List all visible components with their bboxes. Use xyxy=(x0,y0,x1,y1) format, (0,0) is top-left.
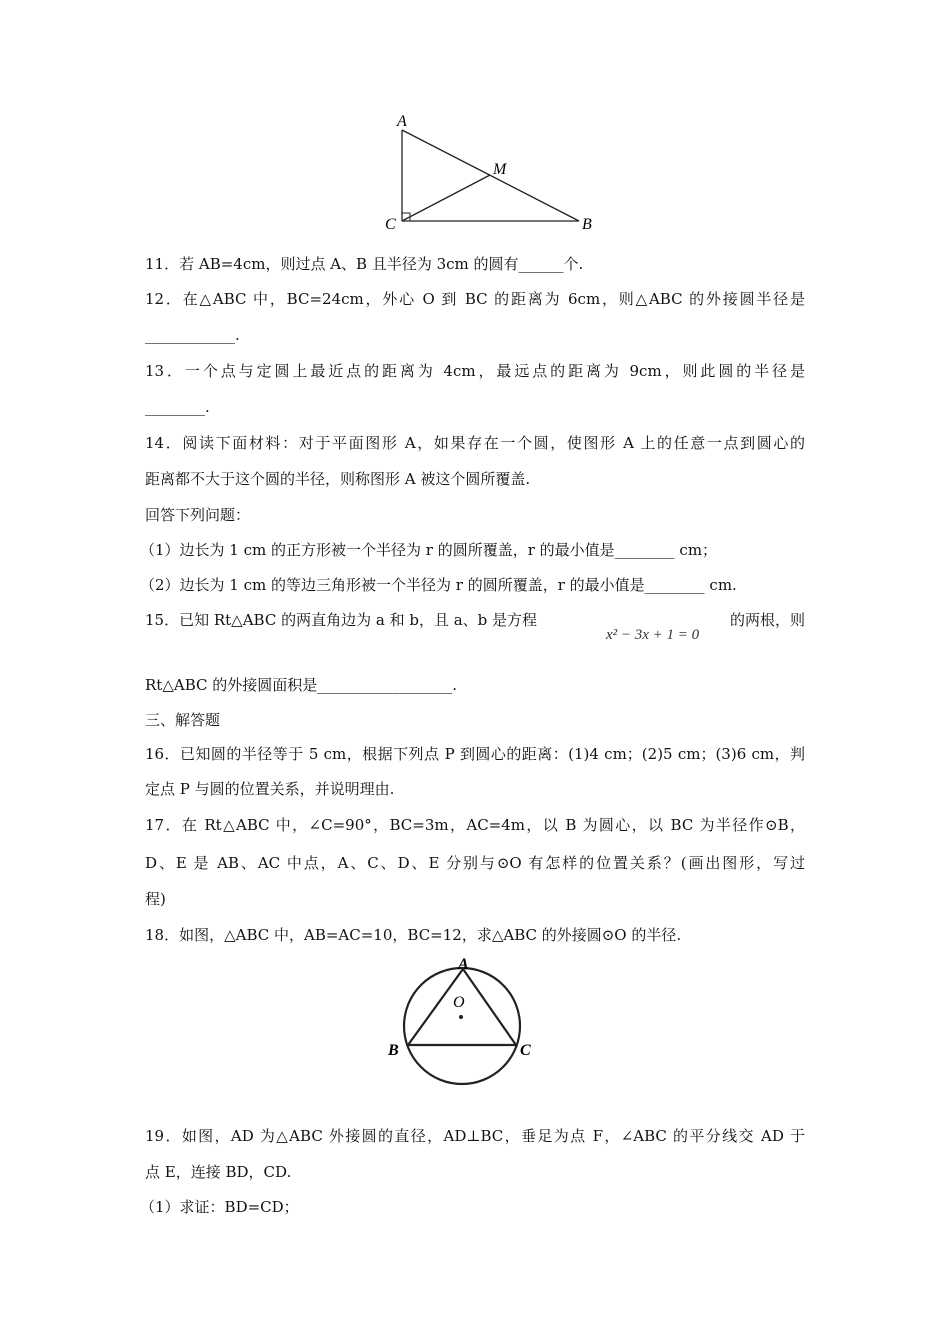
question-17-line3: 程) xyxy=(145,890,166,908)
question-15-tail: 的两根，则 xyxy=(729,611,805,629)
question-13-line1: 13．一个点与定圆上最近点的距离为 4cm，最远点的距离为 9cm，则此圆的半径是 xyxy=(145,362,805,380)
label-m: M xyxy=(493,161,507,178)
center-point xyxy=(459,1015,463,1019)
figure-circumscribed-circle xyxy=(380,955,540,1095)
question-15-line1 xyxy=(145,610,805,630)
question-17-line1: 17．在 Rt△ABC 中，∠C=90°，BC=3m，AC=4m，以 B 为圆心，以 BC 为半径作⊙B， xyxy=(145,816,805,834)
label-c: C xyxy=(385,216,396,233)
label-b: B xyxy=(582,216,592,233)
segment-cm xyxy=(402,175,490,221)
figure-right-triangle xyxy=(375,108,605,238)
question-14-line1: 14．阅读下面材料：对于平面图形 A，如果存在一个圆，使图形 A 上的任意一点到圆心的 xyxy=(145,434,805,452)
label-a: A xyxy=(458,956,469,973)
question-12-line1: 12．在△ABC 中，BC=24cm，外心 O 到 BC 的距离为 6cm，则△ABC 的外接圆半径是 xyxy=(145,290,805,308)
question-19-line1: 19．如图，AD 为△ABC 外接圆的直径，AD⊥BC，垂足为点 F，∠ABC 的平分线交 AD 于 xyxy=(145,1127,805,1145)
question-14-line2: 距离都不大于这个圆的半径，则称图形 A 被这个圆所覆盖. xyxy=(145,470,531,488)
question-15-text: 15．已知 Rt△ABC 的两直角边为 a 和 b，且 a、b 是方程 xyxy=(145,611,538,629)
label-c: C xyxy=(520,1042,531,1059)
question-11: 11．若 AB=4cm，则过点 A、B 且半径为 3cm 的圆有______个. xyxy=(145,255,584,273)
question-14-part2: （2）边长为 1 cm 的等边三角形被一个半径为 r 的圆所覆盖，r 的最小值是________ cm. xyxy=(140,576,737,594)
question-14-part1: （1）边长为 1 cm 的正方形被一个半径为 r 的圆所覆盖，r 的最小值是________ cm； xyxy=(140,541,718,559)
question-19-part1: （1）求证：BD=CD； xyxy=(140,1198,299,1216)
question-14-prompt: 回答下列问题： xyxy=(145,506,251,524)
question-15-line2: Rt△ABC 的外接圆面积是__________________. xyxy=(145,676,458,694)
question-18: 18．如图，△ABC 中，AB=AC=10，BC=12，求△ABC 的外接圆⊙O 的半径. xyxy=(145,926,682,944)
label-b: B xyxy=(388,1042,399,1059)
question-15-equation: x² − 3x + 1 = 0 xyxy=(606,627,700,643)
question-16-line1: 16．已知圆的半径等于 5 cm，根据下列点 P 到圆心的距离：(1)4 cm；(2)5 cm；(3)6 cm，判 xyxy=(145,745,805,763)
section-heading-3: 三、解答题 xyxy=(145,711,221,729)
question-12-line2: ____________. xyxy=(145,326,240,344)
question-13-line2: ________. xyxy=(145,398,210,416)
label-a: A xyxy=(397,113,407,130)
question-16-line2: 定点 P 与圆的位置关系，并说明理由. xyxy=(145,780,395,798)
question-19-line2: 点 E，连接 BD，CD. xyxy=(145,1163,292,1181)
label-o: O xyxy=(453,994,465,1011)
question-17-line2: D、E 是 AB、AC 中点，A、C、D、E 分别与⊙O 有怎样的位置关系？(画出图形，写过 xyxy=(145,854,805,872)
